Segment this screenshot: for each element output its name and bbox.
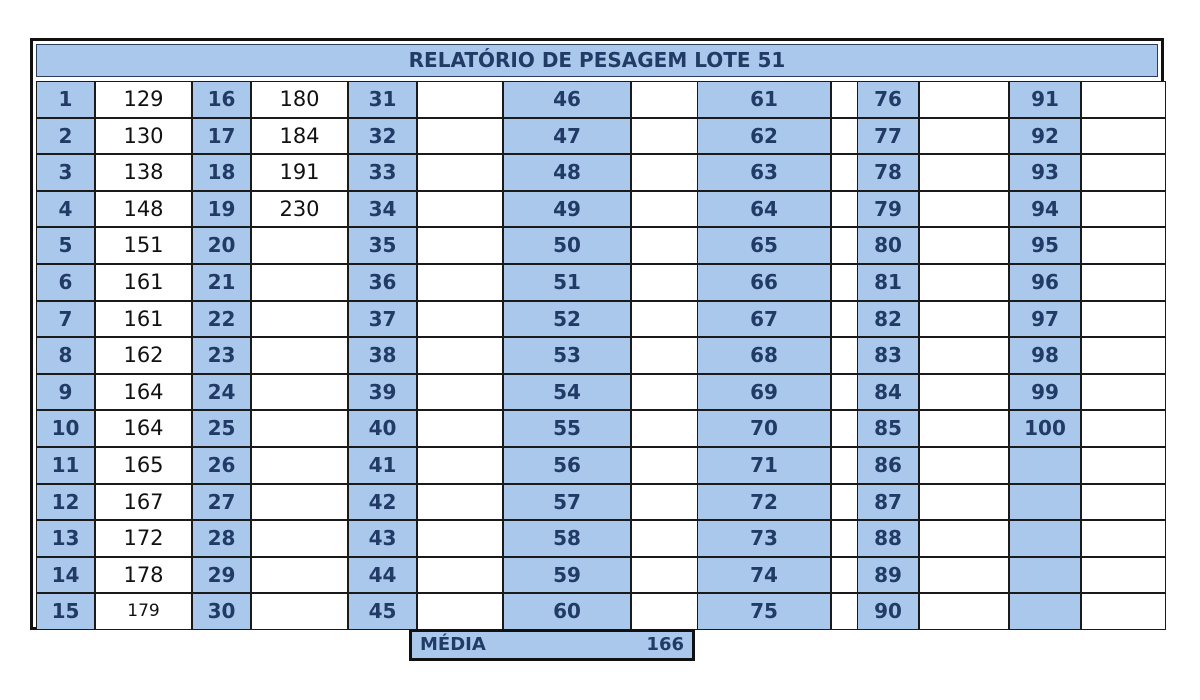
weight-value-cell xyxy=(251,593,348,630)
weight-value-cell xyxy=(1081,484,1166,520)
weight-value-cell xyxy=(417,118,503,154)
lot-number-cell: 56 xyxy=(503,447,631,484)
lot-number-cell: 49 xyxy=(503,191,631,227)
weight-value-cell xyxy=(1081,520,1166,557)
weight-value-cell: 167 xyxy=(95,484,192,520)
lot-number-cell: 22 xyxy=(192,301,251,337)
lot-number-cell: 92 xyxy=(1009,118,1081,154)
lot-number-cell: 82 xyxy=(857,301,919,337)
lot-number-cell: 16 xyxy=(192,81,251,118)
lot-number-cell: 1 xyxy=(36,81,95,118)
lot-number-cell: 98 xyxy=(1009,337,1081,374)
weight-value-cell xyxy=(417,520,503,557)
lot-number-cell: 28 xyxy=(192,520,251,557)
lot-number-cell: 15 xyxy=(36,593,95,630)
lot-number-cell: 65 xyxy=(697,227,831,264)
lot-number-cell: 2 xyxy=(36,118,95,154)
weight-value-cell xyxy=(417,301,503,337)
lot-number-cell: 5 xyxy=(36,227,95,264)
lot-number-cell: 61 xyxy=(697,81,831,118)
lot-number-cell: 19 xyxy=(192,191,251,227)
lot-number-cell: 11 xyxy=(36,447,95,484)
weight-value-cell xyxy=(1081,118,1166,154)
weight-value-cell xyxy=(919,557,1009,593)
lot-number-cell: 13 xyxy=(36,520,95,557)
weight-value-cell: 165 xyxy=(95,447,192,484)
lot-number-cell: 41 xyxy=(348,447,417,484)
weight-value-cell xyxy=(1081,264,1166,301)
weight-value-cell: 151 xyxy=(95,227,192,264)
weighing-grid xyxy=(33,81,1161,630)
weight-value-cell xyxy=(417,81,503,118)
lot-number-cell: 95 xyxy=(1009,227,1081,264)
weight-value-cell xyxy=(417,227,503,264)
weight-value-cell: 191 xyxy=(251,154,348,191)
weight-value-cell xyxy=(417,374,503,410)
lot-number-cell: 35 xyxy=(348,227,417,264)
lot-number-cell: 86 xyxy=(857,447,919,484)
weight-value-cell xyxy=(919,227,1009,264)
weight-value-cell xyxy=(251,484,348,520)
lot-number-cell: 73 xyxy=(697,520,831,557)
weight-value-cell xyxy=(251,557,348,593)
weight-value-cell xyxy=(417,447,503,484)
lot-number-cell: 54 xyxy=(503,374,631,410)
weight-value-cell xyxy=(919,191,1009,227)
lot-number-cell: 45 xyxy=(348,593,417,630)
lot-number-cell: 6 xyxy=(36,264,95,301)
lot-number-cell: 32 xyxy=(348,118,417,154)
lot-number-cell: 24 xyxy=(192,374,251,410)
weight-value-cell: 164 xyxy=(95,374,192,410)
lot-number-cell: 87 xyxy=(857,484,919,520)
lot-number-cell xyxy=(1009,557,1081,593)
weight-value-cell: 178 xyxy=(95,557,192,593)
lot-number-cell: 53 xyxy=(503,337,631,374)
weight-value-cell xyxy=(417,557,503,593)
average-value: 166 xyxy=(646,634,684,655)
weight-value-cell xyxy=(919,410,1009,447)
lot-number-cell: 57 xyxy=(503,484,631,520)
lot-number-cell: 84 xyxy=(857,374,919,410)
weight-value-cell xyxy=(919,118,1009,154)
weight-value-cell: 184 xyxy=(251,118,348,154)
lot-number-cell xyxy=(1009,484,1081,520)
lot-number-cell: 60 xyxy=(503,593,631,630)
lot-number-cell: 37 xyxy=(348,301,417,337)
lot-number-cell: 75 xyxy=(697,593,831,630)
lot-number-cell: 90 xyxy=(857,593,919,630)
lot-number-cell: 64 xyxy=(697,191,831,227)
weight-value-cell: 161 xyxy=(95,264,192,301)
weight-value-cell: 148 xyxy=(95,191,192,227)
weight-value-cell: 164 xyxy=(95,410,192,447)
lot-number-cell xyxy=(1009,593,1081,630)
lot-number-cell: 46 xyxy=(503,81,631,118)
weight-value-cell xyxy=(251,264,348,301)
lot-number-cell: 29 xyxy=(192,557,251,593)
lot-number-cell: 14 xyxy=(36,557,95,593)
lot-number-cell: 50 xyxy=(503,227,631,264)
average-label: MÉDIA xyxy=(420,634,486,655)
lot-number-cell: 8 xyxy=(36,337,95,374)
lot-number-cell: 100 xyxy=(1009,410,1081,447)
lot-number-cell: 30 xyxy=(192,593,251,630)
weight-value-cell xyxy=(1081,81,1166,118)
weight-value-cell xyxy=(919,337,1009,374)
weight-value-cell xyxy=(919,301,1009,337)
lot-number-cell: 34 xyxy=(348,191,417,227)
lot-number-cell: 38 xyxy=(348,337,417,374)
weight-value-cell xyxy=(1081,337,1166,374)
weight-value-cell xyxy=(1081,191,1166,227)
weight-value-cell xyxy=(1081,410,1166,447)
lot-number-cell xyxy=(1009,520,1081,557)
lot-number-cell: 68 xyxy=(697,337,831,374)
lot-number-cell: 26 xyxy=(192,447,251,484)
lot-number-cell: 93 xyxy=(1009,154,1081,191)
lot-number-cell: 10 xyxy=(36,410,95,447)
lot-number-cell: 69 xyxy=(697,374,831,410)
lot-number-cell: 66 xyxy=(697,264,831,301)
weight-value-cell xyxy=(417,484,503,520)
lot-number-cell: 78 xyxy=(857,154,919,191)
lot-number-cell: 23 xyxy=(192,337,251,374)
lot-number-cell: 39 xyxy=(348,374,417,410)
lot-number-cell: 71 xyxy=(697,447,831,484)
lot-number-cell xyxy=(1009,447,1081,484)
lot-number-cell: 94 xyxy=(1009,191,1081,227)
lot-number-cell: 42 xyxy=(348,484,417,520)
weight-value-cell: 180 xyxy=(251,81,348,118)
lot-number-cell: 96 xyxy=(1009,264,1081,301)
weight-value-cell xyxy=(417,593,503,630)
lot-number-cell: 51 xyxy=(503,264,631,301)
weight-value-cell xyxy=(1081,374,1166,410)
lot-number-cell: 97 xyxy=(1009,301,1081,337)
lot-number-cell: 43 xyxy=(348,520,417,557)
weight-value-cell xyxy=(251,447,348,484)
weight-value-cell: 172 xyxy=(95,520,192,557)
lot-number-cell: 52 xyxy=(503,301,631,337)
lot-number-cell: 44 xyxy=(348,557,417,593)
weight-value-cell xyxy=(1081,447,1166,484)
weight-value-cell xyxy=(919,154,1009,191)
weight-value-cell xyxy=(919,81,1009,118)
lot-number-cell: 83 xyxy=(857,337,919,374)
lot-number-cell: 76 xyxy=(857,81,919,118)
lot-number-cell: 55 xyxy=(503,410,631,447)
lot-number-cell: 40 xyxy=(348,410,417,447)
lot-number-cell: 21 xyxy=(192,264,251,301)
weight-value-cell xyxy=(919,593,1009,630)
weight-value-cell xyxy=(1081,593,1166,630)
weight-value-cell: 130 xyxy=(95,118,192,154)
lot-number-cell: 3 xyxy=(36,154,95,191)
weighing-report-table xyxy=(30,38,1164,630)
weight-value-cell xyxy=(1081,557,1166,593)
weight-value-cell xyxy=(251,227,348,264)
lot-number-cell: 17 xyxy=(192,118,251,154)
weight-value-cell xyxy=(417,410,503,447)
weight-value-cell xyxy=(1081,227,1166,264)
weight-value-cell: 129 xyxy=(95,81,192,118)
lot-number-cell: 47 xyxy=(503,118,631,154)
lot-number-cell: 59 xyxy=(503,557,631,593)
weight-value-cell xyxy=(251,520,348,557)
weight-value-cell xyxy=(251,301,348,337)
weight-value-cell: 138 xyxy=(95,154,192,191)
lot-number-cell: 20 xyxy=(192,227,251,264)
lot-number-cell: 89 xyxy=(857,557,919,593)
weight-value-cell: 179 xyxy=(95,593,192,630)
lot-number-cell: 81 xyxy=(857,264,919,301)
lot-number-cell: 36 xyxy=(348,264,417,301)
weight-value-cell: 162 xyxy=(95,337,192,374)
lot-number-cell: 99 xyxy=(1009,374,1081,410)
lot-number-cell: 91 xyxy=(1009,81,1081,118)
weight-value-cell xyxy=(417,191,503,227)
lot-number-cell: 18 xyxy=(192,154,251,191)
lot-number-cell: 27 xyxy=(192,484,251,520)
lot-number-cell: 9 xyxy=(36,374,95,410)
report-title: RELATÓRIO DE PESAGEM LOTE 51 xyxy=(36,44,1158,77)
lot-number-cell: 72 xyxy=(697,484,831,520)
weight-value-cell xyxy=(251,374,348,410)
lot-number-cell: 12 xyxy=(36,484,95,520)
weight-value-cell: 230 xyxy=(251,191,348,227)
lot-number-cell: 33 xyxy=(348,154,417,191)
weight-value-cell xyxy=(919,264,1009,301)
weight-value-cell xyxy=(919,520,1009,557)
lot-number-cell: 58 xyxy=(503,520,631,557)
lot-number-cell: 74 xyxy=(697,557,831,593)
weight-value-cell xyxy=(251,337,348,374)
lot-number-cell: 7 xyxy=(36,301,95,337)
weight-value-cell xyxy=(417,264,503,301)
weight-value-cell xyxy=(1081,154,1166,191)
lot-number-cell: 67 xyxy=(697,301,831,337)
lot-number-cell: 85 xyxy=(857,410,919,447)
weight-value-cell xyxy=(919,374,1009,410)
lot-number-cell: 48 xyxy=(503,154,631,191)
lot-number-cell: 63 xyxy=(697,154,831,191)
lot-number-cell: 77 xyxy=(857,118,919,154)
lot-number-cell: 62 xyxy=(697,118,831,154)
weight-value-cell xyxy=(251,410,348,447)
lot-number-cell: 88 xyxy=(857,520,919,557)
weight-value-cell xyxy=(417,154,503,191)
weight-value-cell xyxy=(919,484,1009,520)
average-box xyxy=(409,629,695,661)
weight-value-cell xyxy=(919,447,1009,484)
weight-value-cell xyxy=(1081,301,1166,337)
lot-number-cell: 79 xyxy=(857,191,919,227)
lot-number-cell: 25 xyxy=(192,410,251,447)
lot-number-cell: 31 xyxy=(348,81,417,118)
weight-value-cell xyxy=(417,337,503,374)
lot-number-cell: 70 xyxy=(697,410,831,447)
lot-number-cell: 80 xyxy=(857,227,919,264)
weight-value-cell: 161 xyxy=(95,301,192,337)
lot-number-cell: 4 xyxy=(36,191,95,227)
